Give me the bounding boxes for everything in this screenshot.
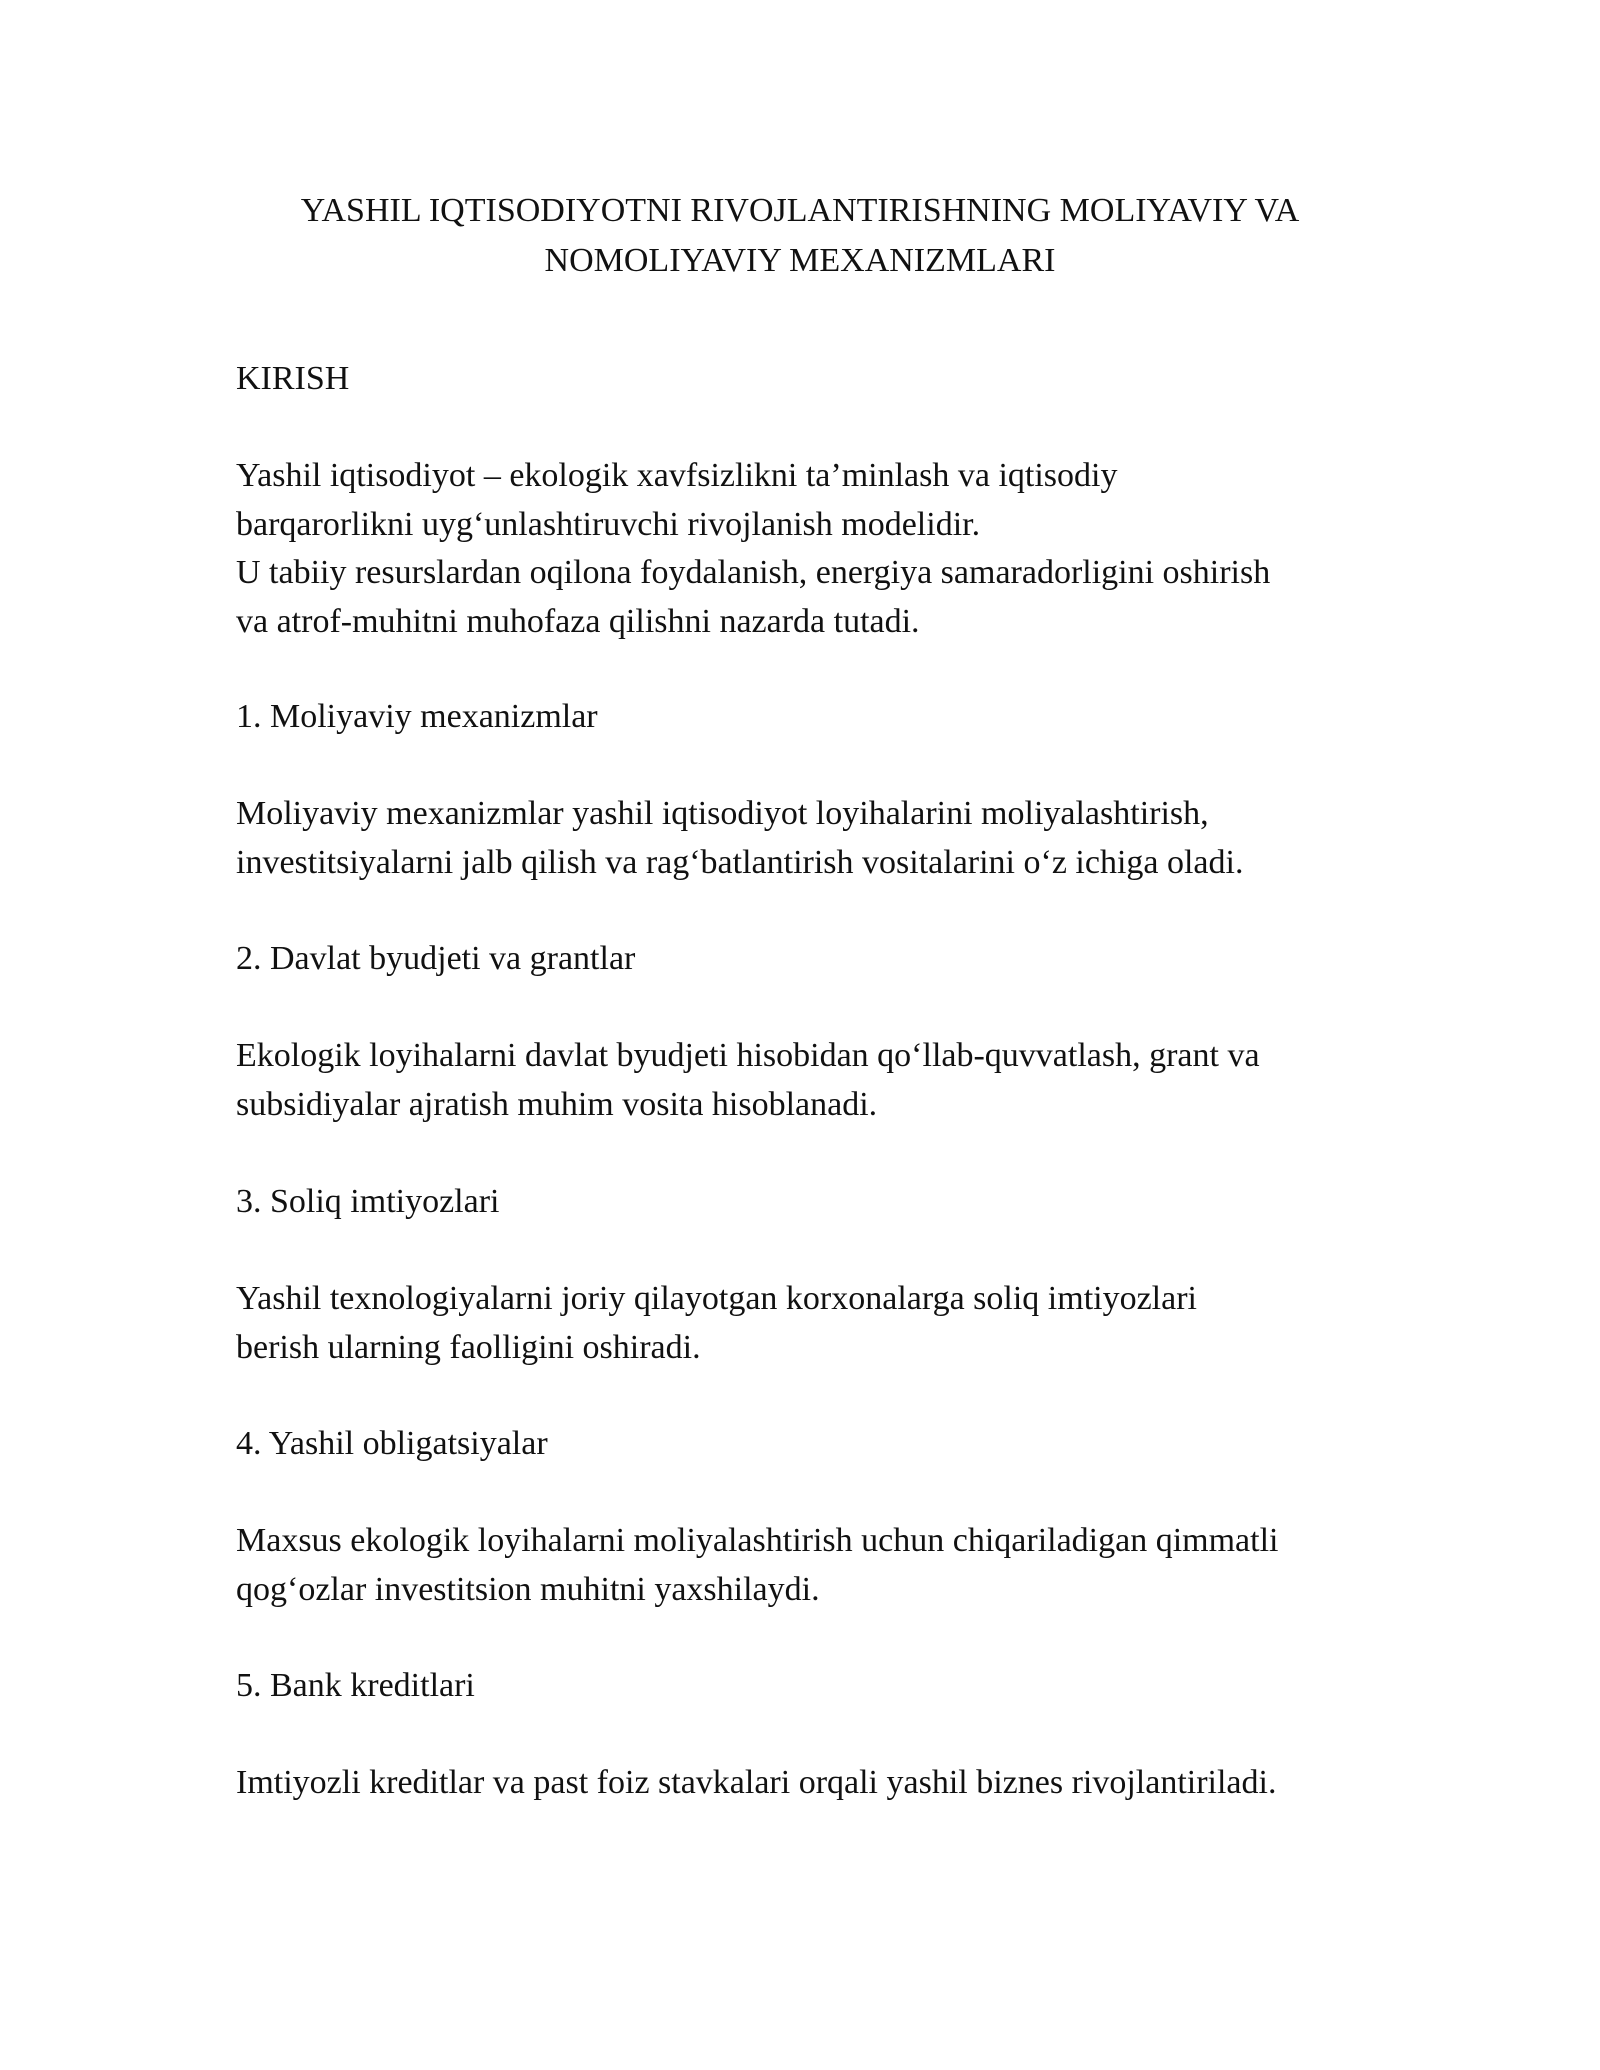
section-heading-text: 3. Soliq imtiyozlari [236,1183,500,1220]
section-line: Ekologik loyihalarni davlat byudjeti hisobidan qo‘llab-quvvatlash, grant va [236,1037,1260,1074]
section-heading-text: 5. Bank kreditlari [236,1667,475,1704]
intro-paragraph [236,452,1416,646]
section-paragraph-1 [236,790,1416,887]
intro-heading-text: KIRISH [236,360,350,397]
section-line: Yashil texnologiyalarni joriy qilayotgan korxonalarga soliq imtiyozlari [236,1280,1197,1317]
section-paragraph-4 [236,1517,1416,1614]
section-line: investitsiyalarni jalb qilish va rag‘batlantirish vositalarini o‘z ichiga oladi. [236,843,1244,881]
intro-line: va atrof-muhitni muhofaza qilishni nazarda tutadi. [236,602,920,640]
section-line: Moliyaviy mexanizmlar yashil iqtisodiyot loyihalarini moliyalashtirish, [236,795,1209,832]
section-heading-3 [236,1178,1416,1227]
intro-line: Yashil iqtisodiyot – ekologik xavfsizlikni ta’minlash va iqtisodiy [236,457,1118,494]
section-heading-4 [236,1420,1416,1469]
section-heading-2 [236,935,1416,984]
title-line: NOMOLIYAVIY MEXANIZMLARI [544,242,1056,279]
section-line: Maxsus ekologik loyihalarni moliyalashtirish uchun chiqariladigan qimmatli [236,1522,1279,1559]
section-line: qog‘ozlar investitsion muhitni yaxshilaydi. [236,1570,820,1608]
section-paragraph-2 [236,1032,1416,1129]
section-heading-text: 2. Davlat byudjeti va grantlar [236,940,636,977]
section-line: Imtiyozli kreditlar va past foiz stavkalari orqali yashil biznes rivojlantiriladi. [236,1764,1277,1801]
section-heading-text: 1. Moliyaviy mexanizmlar [236,698,598,735]
document-title [200,186,1400,286]
intro-line: barqarorlikni uyg‘unlashtiruvchi rivojlanish modelidir. [236,505,981,543]
section-line: subsidiyalar ajratish muhim vosita hisoblanadi. [236,1085,878,1123]
section-line: berish ularning faolligini oshiradi. [236,1328,701,1366]
section-heading-5 [236,1662,1416,1711]
section-paragraph-5 [236,1759,1416,1808]
intro-heading [236,355,1416,404]
section-heading-text: 4. Yashil obligatsiyalar [236,1425,548,1462]
intro-line: U tabiiy resurslardan oqilona foydalanish, energiya samaradorligini oshirish [236,554,1271,591]
section-heading-1 [236,693,1416,742]
section-paragraph-3 [236,1275,1416,1372]
title-line: YASHIL IQTISODIYOTNI RIVOJLANTIRISHNING MOLIYAVIY VA [300,192,1300,229]
